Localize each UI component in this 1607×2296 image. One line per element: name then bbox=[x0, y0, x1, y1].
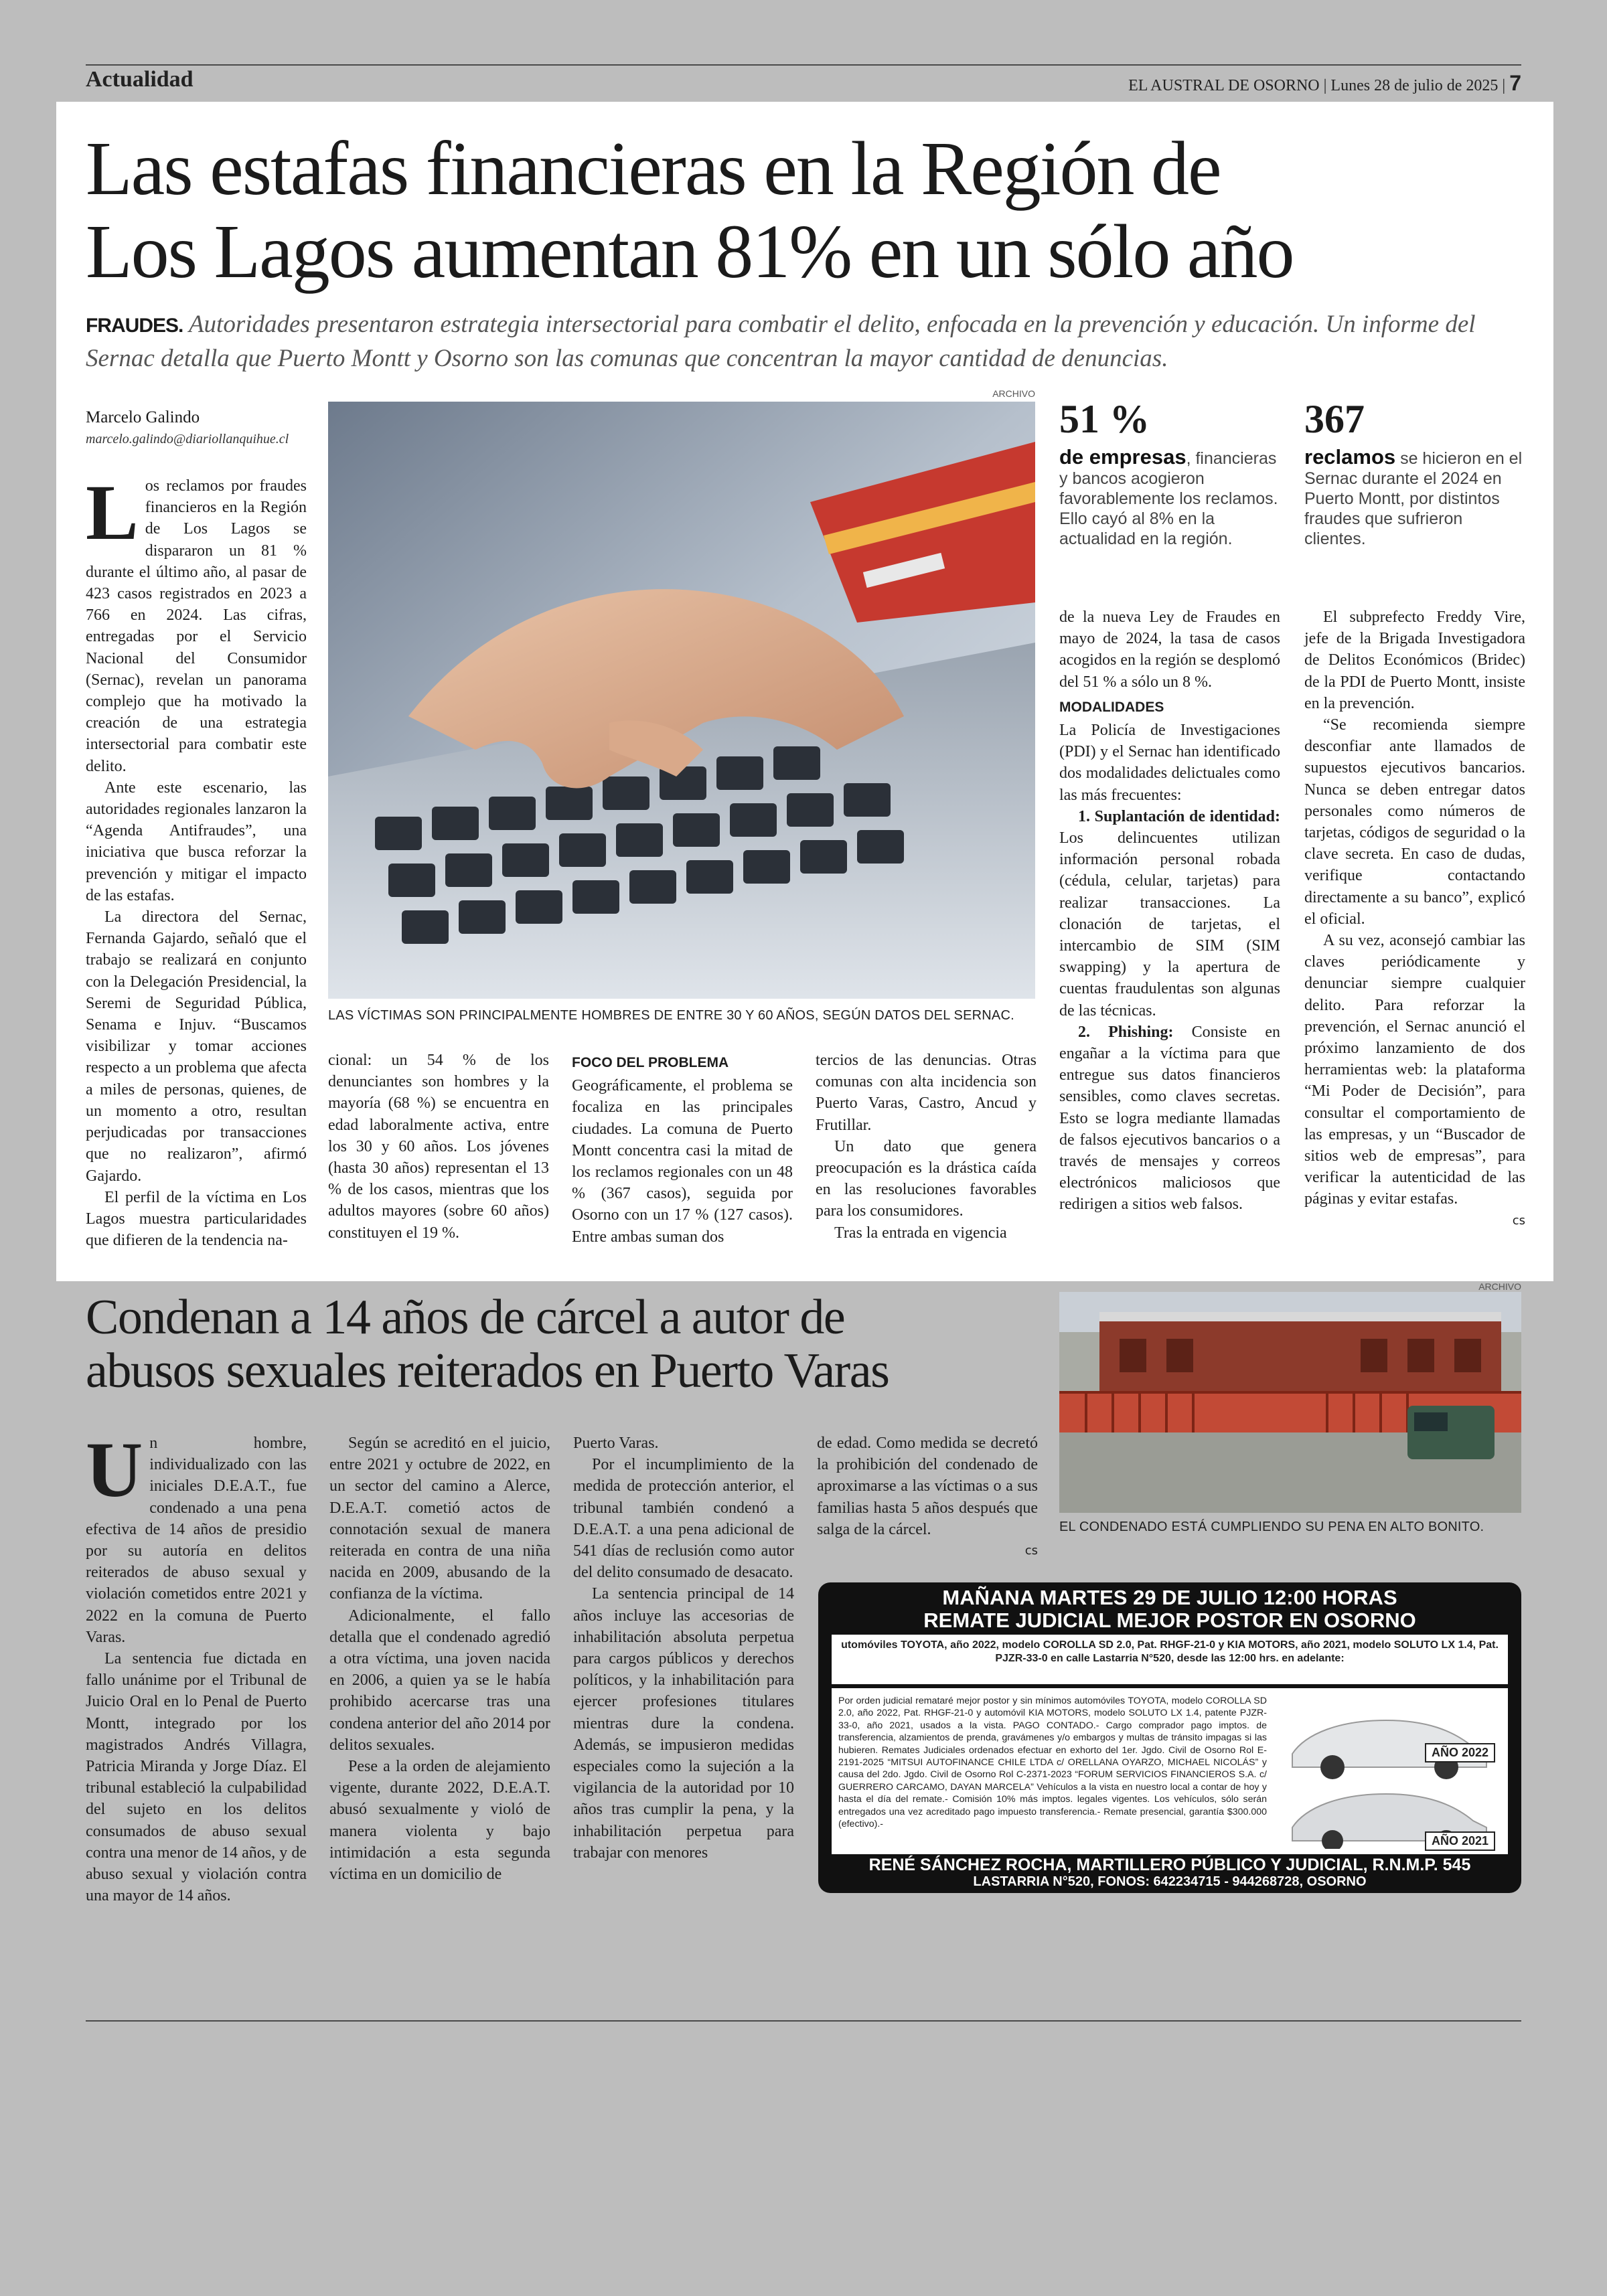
main-col1-p1: Los reclamos por fraudes financieros en la Región de Los Lagos se dispararon un 81 % durante el último año, al pasar de 423 casos registrados en 2023 a 766 en 2024. Las cifras, entregadas por el Servicio Nacional del Consumidor (Sernac), revelan un panorama complejo que ha motivado la creación de una estrategia intersectorial para combatir este delito. bbox=[86, 469, 307, 775]
prison-photo bbox=[1059, 1292, 1521, 1513]
end-mark: cs bbox=[1512, 1213, 1525, 1228]
ad-body-text: Por orden judicial remataré mejor postor y sin mínimos automóviles TOYOTA, modelo COROLLA SD 2.0, año 2022, Pat. RHGF-21-0 y automóvil KIA MOTORS, modelo SOLUTO LX 1.4, patente PJZR-33-0, año 2021, usados a la vista. PAGO CONTADO.- Cargo comprador pago imptos. de transferencia, alzamientos de prenda, gravámenes y/o embargos y multas de tránsito impagas si las hubieren. Remates Judiciales ordenados efectuar en exhorto del 1er. Jgdo. Civil de Osorno Rol E-2191-2025 “MITSUI AUTOFINANCE CHILE LTDA c/ ORELLANA OYARZO, MICHAEL NICOLÁS” y causa del 2do. Jgdo. Civil de Osorno Rol C-2371-2023 “FORUM SERVICIOS FINANCIEROS S.A. c/ GUERRERO CARCAMO, DAYAN MARCELA” Vehículos a la vista en nuestro local a contar de hoy y hasta el día del remate.- Comisión 10% más imptos. legales vigentes. Los vehículos, sólo serán entregados una vez acreditado pago impuesto transferencia.- Remate presencial, garantía $300.000 (efectivo).- bbox=[838, 1696, 1267, 1830]
main-col-2: cional: un 54 % de los denunciantes son hombres y la mayoría (68 %) se encuentra en edad laboralmente activa, entre los 30 y 60 años. Los jóvenes (hasta 30 años) representan el 13 % de los casos, mientras que los adultos mayores (sobre 60 años) constituyen el 19 %. bbox=[328, 1052, 549, 1242]
second-col-2: Según se acreditó en el juicio, entre 2021 y octubre de 2022, en un sector del camino a Alerce, D.E.A.T. cometió actos de connotación sexual de manera reiterada en contra de una niña nacida en 2009, abusando de la confianza de la víctima. Adicionalmente, el fallo detalla que el condenado agredió a otra víctima, una joven nacida en 2006, a quien ya se le había prohibido acercarse tras una condena anterior del año 2014 por delitos sexuales. Pese a la orden de alejamiento vigente, durante 2022, D.E.A.T. abusó sexualmente y violó de manera violenta y bajo intimidación a esta segunda víctima en un domicilio de bbox=[329, 1434, 550, 1884]
second-headline bbox=[86, 1291, 1043, 1398]
main-col-3: FOCO DEL PROBLEMA Geográficamente, el problema se focaliza en las principales ciudades. La comuna de Puerto Montt concentra casi la mitad de los reclamos regionales con un 48 % (367 casos), seguida por Osorno con un 17 % (127 casos). Entre ambas suman dos bbox=[572, 1048, 793, 1248]
masthead-text: EL AUSTRAL DE OSORNO | Lunes 28 de julio de 2025 | bbox=[1128, 77, 1506, 94]
dropcap-L: L bbox=[86, 469, 139, 556]
main-headline bbox=[86, 127, 1358, 293]
photo-caption: LAS VÍCTIMAS SON PRINCIPALMENTE HOMBRES DE ENTRE 30 Y 60 AÑOS, SEGÚN DATOS DEL SERNAC. bbox=[328, 1008, 1014, 1023]
second-col-4: de edad. Como medida se decretó la prohibición del condenado de aproximarse a las víctimas o a sus familias hasta 5 años después que salga de la cárcel. cs bbox=[817, 1432, 1038, 1562]
top-rule bbox=[86, 64, 1521, 66]
end-mark-2: cs bbox=[1024, 1544, 1038, 1558]
prison-illustration bbox=[1059, 1292, 1521, 1513]
main-headline-line2: Los Lagos aumentan 81% en un sólo año bbox=[86, 209, 1294, 294]
ad-footer-1: RENÉ SÁNCHEZ ROCHA, MARTILLERO PÚBLICO Y JUDICIAL, R.N.M.P. 545 bbox=[868, 1856, 1471, 1874]
main-col1-p2: Ante este escenario, las autoridades regionales lanzaron la “Agenda Antifraudes”, una iniciativa que busca reforzar la prevención y mitigar el impacto de las estafas. bbox=[86, 778, 307, 904]
ad-body-box bbox=[832, 1688, 1508, 1854]
laptop-card-photo bbox=[328, 402, 1035, 999]
subhead-modalidades: MODALIDADES bbox=[1059, 699, 1164, 715]
dropcap-U: U bbox=[86, 1426, 143, 1513]
second-col-1: Un hombre, individualizado con las iniciales D.E.A.T., fue condenado a una pena efectiva de 14 años de presidio por su autoría en delitos reiterados de abuso sexual y violación cometidos entre 2021 y 2022 en la comuna de Puerto Varas. La sentencia fue dictada en fallo unánime por el Tribunal de Juicio Oral en lo Penal de Puerto Montt, integrado por los magistrados Andrés Villagra, Patricia Miranda y Jorge Díaz. El tribunal estableció la culpabilidad del sujeto en los delitos consumados de abuso sexual contra una menor de 14 años, y de abuso sexual y violación contra una mayor de 14 años. bbox=[86, 1426, 307, 1905]
ad-title-2: REMATE JUDICIAL MEJOR POSTOR EN OSORNO bbox=[923, 1609, 1416, 1632]
masthead bbox=[1128, 71, 1521, 96]
lead-kicker: FRAUDES. bbox=[86, 315, 183, 337]
stat1-text: de empresas, financieras y bancos acogieron favorablemente los reclamos. Ello cayó al 8% en la actualidad en la región. bbox=[1059, 445, 1278, 548]
car-photos bbox=[1279, 1694, 1500, 1849]
bottom-rule bbox=[86, 2020, 1521, 2022]
photo2-credit: ARCHIVO bbox=[1478, 1281, 1521, 1292]
photo2-caption: EL CONDENADO ESTÁ CUMPLIENDO SU PENA EN ALTO BONITO. bbox=[1059, 1520, 1484, 1534]
main-col1-p3: La directora del Sernac, Fernanda Gajardo, señaló que el trabajo se realizará en conjunto con la Delegación Presidencial, la Seremi de Seguridad Pública, Senama e Injuv. “Buscamos visibilizar y tomar acciones respecto a un problema que afecta a miles de personas, quienes, de un momento a otro, resultan perjudicadas por transacciones que no realizaron”, afirmó Gajardo. bbox=[86, 908, 307, 1185]
page-number: 7 bbox=[1509, 71, 1521, 95]
photo-credit: ARCHIVO bbox=[992, 388, 1035, 399]
lead-paragraph bbox=[86, 308, 1519, 375]
author-email: marcelo.galindo@diariollanquihue.cl bbox=[86, 432, 289, 446]
second-headline-line2: abusos sexuales reiterados en Puerto Varas bbox=[86, 1343, 889, 1398]
second-col-3: Puerto Varas. Por el incumplimiento de la medida de protección anterior, el tribunal también condenó a D.E.A.T. a una pena adicional de 541 días de reclusión como autor del delito consumado de desacato. La sentencia principal de 14 años incluye las accesorias de inhabilitación absoluta perpetua para cargos públicos y derechos políticos, y la inhabilitación para ejercer profesiones titulares mientras dure la condena. Además, se impusieron medidas especiales como la sujeción a la vigilancia de la autoridad por 10 años tras cumplir la pena, y la inhabilitación perpetua para trabajar con menores bbox=[573, 1434, 794, 1862]
laptop-card-illustration bbox=[328, 402, 1035, 999]
tag-year-2021: AÑO 2021 bbox=[1425, 1831, 1495, 1851]
main-col1-p4: El perfil de la víctima en Los Lagos muestra particularidades que difieren de la tendencia na- bbox=[86, 1188, 307, 1250]
lead-text: Autoridades presentaron estrategia intersectorial para combatir el delito, enfocada en la prevención y educación. Un informe del Sernac detalla que Puerto Montt y Osorno son las comunas que concentran la mayor cantidad de denuncias. bbox=[86, 311, 1476, 372]
tag-year-2022: AÑO 2022 bbox=[1425, 1743, 1495, 1762]
main-col-4: tercios de las denuncias. Otras comunas con alta incidencia son Puerto Varas, Castro, Ancud y Frutillar. Un dato que genera preocupación es la drástica caída en las resoluciones favorables para los consumidores. Tras la entrada en vigencia bbox=[816, 1052, 1037, 1242]
stat2-number: 367 bbox=[1304, 397, 1365, 441]
stat2-text: reclamos se hicieron en el Sernac durante el 2024 en Puerto Montt, por distintos fraudes que sufrieron clientes. bbox=[1304, 445, 1523, 548]
section-label: Actualidad bbox=[86, 67, 194, 92]
main-col-1 bbox=[86, 469, 307, 1251]
auction-ad bbox=[818, 1582, 1521, 1893]
subhead-foco: FOCO DEL PROBLEMA bbox=[572, 1055, 729, 1070]
main-col-5: de la nueva Ley de Fraudes en mayo de 2024, la tasa de casos acogidos en la región se desplomó del 51 % a sólo un 8 %. MODALIDADES La Policía de Investigaciones (PDI) y el Sernac han identificado dos modalidades delictuales como las más frecuentes: 1. Suplantación de identidad: Los delincuentes utilizan información personal robada (cédula, celular, tarjetas) para realizar transacciones. La clonación de tarjetas, el intercambio de SIM (SIM swapping) y la apertura de cuentas fraudulentas son algunas de las técnicas. 2. Phishing: Consiste en engañar a la víctima para que entregue sus datos financieros sensibles, como claves secretas. Esto se logra mediante llamadas de falsos ejecutivos bancarios o a través de mensajes y correos electrónicos maliciosos que redirigen a sitios web falsos. bbox=[1059, 608, 1281, 1214]
main-headline-line1: Las estafas financieras en la Región de bbox=[86, 126, 1221, 211]
second-headline-line1: Condenan a 14 años de cárcel a autor de bbox=[86, 1290, 845, 1345]
ad-vehicle-summary: utomóviles TOYOTA, año 2022, modelo COROLLA SD 2.0, Pat. RHGF-21-0 y KIA MOTORS, año 2021, modelo SOLUTO LX 1.4, Pat. PJZR-33-0 en calle Lastarria N°520, desde las 12:00 hrs. en adelante: bbox=[832, 1635, 1508, 1684]
ad-footer-2: LASTARRIA N°520, FONOS: 642234715 - 944268728, OSORNO bbox=[973, 1874, 1367, 1889]
stat1-number: 51 % bbox=[1059, 397, 1150, 441]
ad-title-1: MAÑANA MARTES 29 DE JULIO 12:00 HORAS bbox=[942, 1586, 1397, 1609]
main-col-6: El subprefecto Freddy Vire, jefe de la Brigada Investigadora de Delitos Económicos (Bridec) de la PDI de Puerto Montt, insiste en la prevención. “Se recomienda siempre desconfiar ante llamados de supuestos ejecutivos bancarios. Nunca se deben entregar datos personales como números de tarjetas, códigos de seguridad o la clave secreta. En caso de dudas, verifique contactando directamente a su banco”, explicó el oficial. A su vez, aconsejó cambiar las claves periódicamente y denunciar siempre cualquier delito. Para reforzar la prevención, el Sernac anunció el próximo lanzamiento de dos herramientas web: la plataforma “Mi Poder de Decisión”, para consultar el comportamiento de las empresas, y un “Buscador de sitios web de empresas”, para verificar la autenticidad de las páginas y evitar estafas. cs bbox=[1304, 606, 1525, 1232]
author-name: Marcelo Galindo bbox=[86, 408, 200, 426]
